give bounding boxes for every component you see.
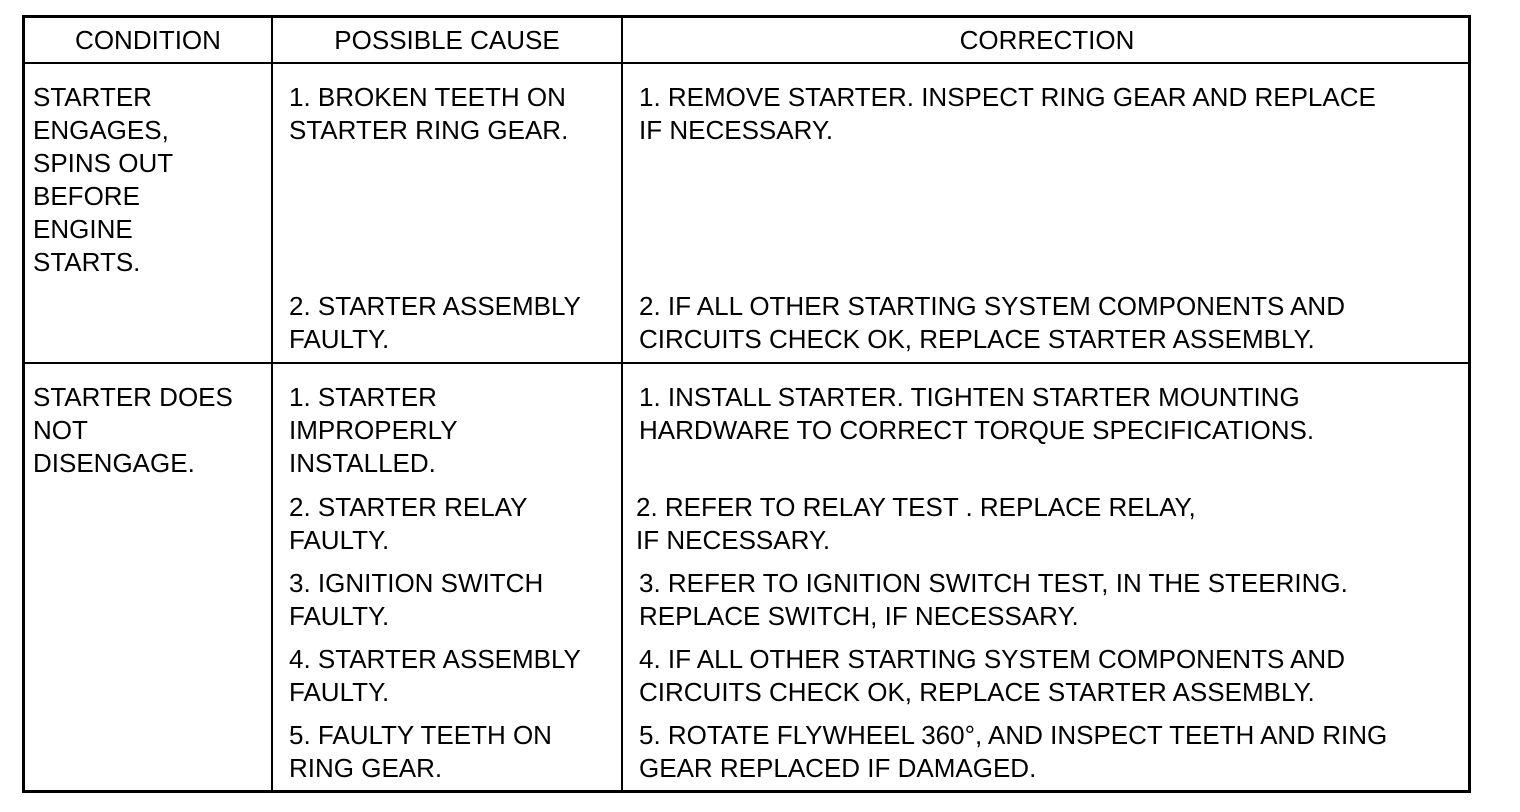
condition-cell: STARTER ENGAGES, SPINS OUT BEFORE ENGINE STARTS.	[33, 82, 174, 277]
header-divider	[25, 62, 1468, 64]
correction-cell: 3. REFER TO IGNITION SWITCH TEST, IN THE STEERING. REPLACE SWITCH, IF NECESSARY.	[639, 568, 1348, 631]
condition-cell: STARTER DOES NOT DISENGAGE.	[33, 382, 233, 478]
cause-cell: 1. BROKEN TEETH ON STARTER RING GEAR.	[289, 82, 569, 145]
correction-cell: 5. ROTATE FLYWHEEL 360°, AND INSPECT TEETH AND RING GEAR REPLACED IF DAMAGED.	[639, 720, 1388, 783]
correction-cell: 1. REMOVE STARTER. INSPECT RING GEAR AND REPLACE IF NECESSARY.	[639, 82, 1376, 145]
correction-cell: 4. IF ALL OTHER STARTING SYSTEM COMPONENTS AND CIRCUITS CHECK OK, REPLACE STARTER ASSEMBLY.	[639, 644, 1345, 707]
cause-cell: 2. STARTER ASSEMBLY FAULTY.	[289, 291, 581, 354]
correction-cell: 1. INSTALL STARTER. TIGHTEN STARTER MOUNTING HARDWARE TO CORRECT TORQUE SPECIFICATIONS.	[639, 382, 1315, 445]
header-possible-cause: POSSIBLE CAUSE	[334, 25, 560, 55]
column-divider	[621, 18, 623, 790]
header-condition: CONDITION	[75, 25, 221, 55]
cause-cell: 2. STARTER RELAY FAULTY.	[289, 492, 528, 555]
diagnosis-table	[22, 15, 1471, 793]
column-divider	[271, 18, 273, 790]
row-divider	[25, 362, 1468, 364]
cause-cell: 3. IGNITION SWITCH FAULTY.	[289, 568, 544, 631]
header-correction: CORRECTION	[959, 25, 1135, 55]
correction-cell: 2. REFER TO RELAY TEST . REPLACE RELAY, IF NECESSARY.	[636, 492, 1196, 555]
cause-cell: 4. STARTER ASSEMBLY FAULTY.	[289, 644, 581, 707]
cause-cell: 1. STARTER IMPROPERLY INSTALLED.	[289, 382, 458, 478]
cause-cell: 5. FAULTY TEETH ON RING GEAR.	[289, 720, 552, 783]
correction-cell: 2. IF ALL OTHER STARTING SYSTEM COMPONENTS AND CIRCUITS CHECK OK, REPLACE STARTER ASSEMBLY.	[639, 291, 1345, 354]
